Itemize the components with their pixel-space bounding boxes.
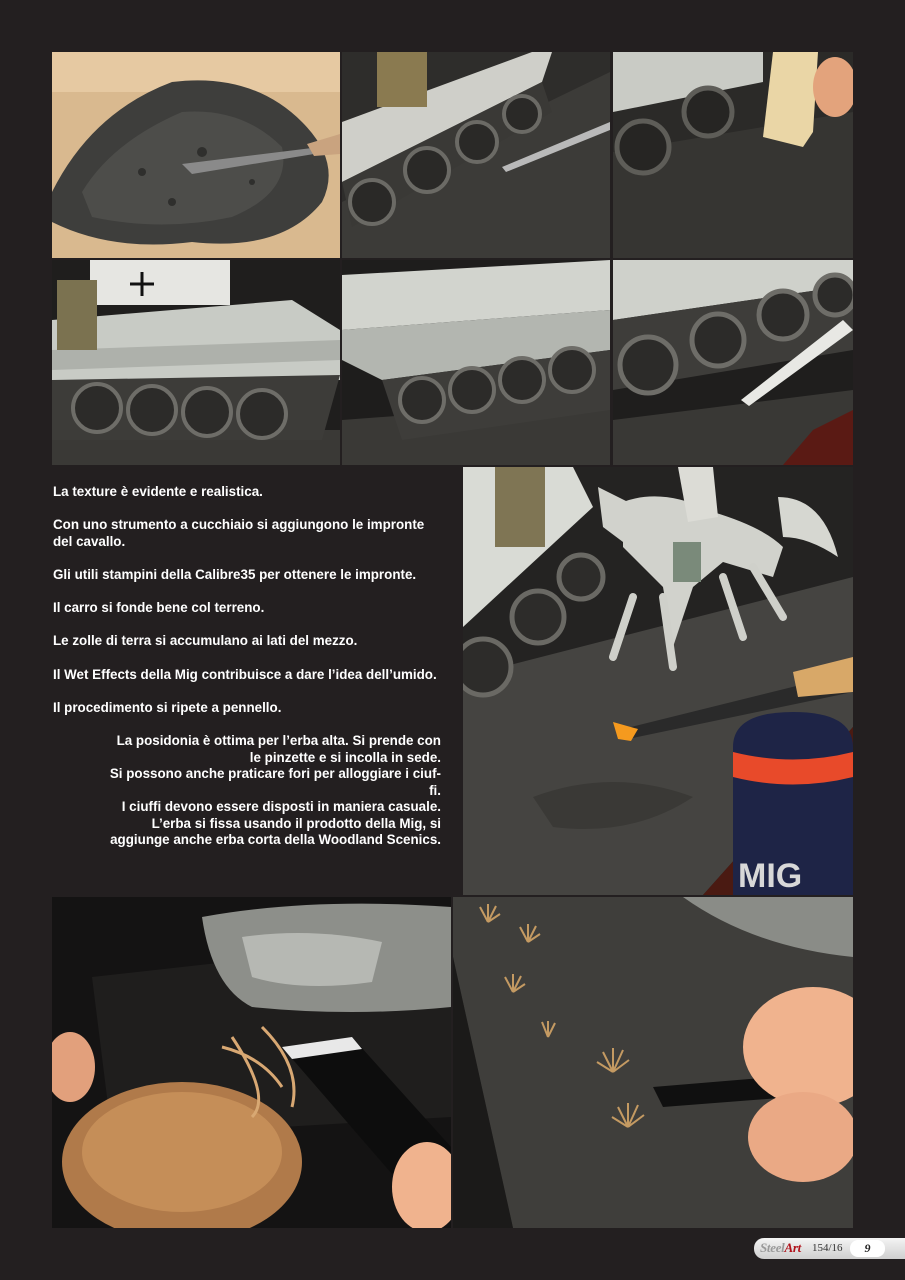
photo-ground-paste xyxy=(52,52,340,258)
tank-tracks-photo-icon xyxy=(342,52,610,258)
caption-paragraph: Il Wet Effects della Mig contribuisce a dare l’idea dell’umido. xyxy=(53,666,437,682)
photo-posidonia-tweezers xyxy=(52,897,451,1228)
stamp-photo-icon xyxy=(613,52,853,258)
photo-wet-effects-pipette xyxy=(613,260,853,465)
caption-paragraph: Le zolle di terra si accumulano ai lati del mezzo. xyxy=(53,633,358,649)
photo-brush-horse-rider xyxy=(463,467,853,895)
magazine-logo xyxy=(760,1240,801,1256)
caption-paragraph: La texture è evidente e realistica. xyxy=(53,484,263,499)
photo-earth-clods xyxy=(342,260,610,465)
grass-tufts-photo-icon xyxy=(453,897,853,1228)
jar-label: MIG xyxy=(738,857,803,895)
caption-paragraph: Il procedimento si ripete a pennello. xyxy=(53,699,282,715)
caption-paragraph: Gli utili stampini della Calibre35 per ottenere le impronte. xyxy=(53,566,417,582)
photo-spoon-tool-prints xyxy=(342,52,610,258)
caption-line: le pinzette e si incolla in sede. xyxy=(249,749,441,765)
horse-rider-photo-icon xyxy=(463,467,853,895)
photo-tank-blends-terrain xyxy=(52,260,340,465)
ground-paste-photo-icon xyxy=(52,52,340,258)
caption-line: Si possono anche praticare fori per alloggiare i ciuf- xyxy=(109,766,441,782)
photo-grass-tufts xyxy=(453,897,853,1228)
caption-line: fi. xyxy=(429,782,441,798)
page-footer xyxy=(754,1238,905,1259)
tank-photo-icon xyxy=(342,260,610,465)
caption-line: aggiunge anche erba corta della Woodland Scenics. xyxy=(110,832,441,848)
logo-steel: Steel xyxy=(760,1240,785,1255)
issue-number: 154/16 xyxy=(812,1242,843,1254)
caption-line: L’erba si fissa usando il prodotto della Mig, si xyxy=(151,815,441,831)
logo-art: Art xyxy=(784,1240,801,1255)
pipette-photo-icon xyxy=(613,260,853,465)
page-number: 9 xyxy=(850,1240,885,1257)
caption-paragraph: Con uno strumento a cucchiaio si aggiungono le impronte del cavallo. xyxy=(53,517,425,549)
caption-line: La posidonia è ottima per l’erba alta. Si prende con xyxy=(116,732,441,748)
tank-photo-icon xyxy=(52,260,340,465)
caption-line: I ciuffi devono essere disposti in maniera casuale. xyxy=(121,799,441,815)
caption-text-block xyxy=(53,484,441,849)
caption-paragraph: Il carro si fonde bene col terreno. xyxy=(53,600,265,616)
tweezers-photo-icon xyxy=(52,897,451,1228)
photo-calibre35-stamp xyxy=(613,52,853,258)
